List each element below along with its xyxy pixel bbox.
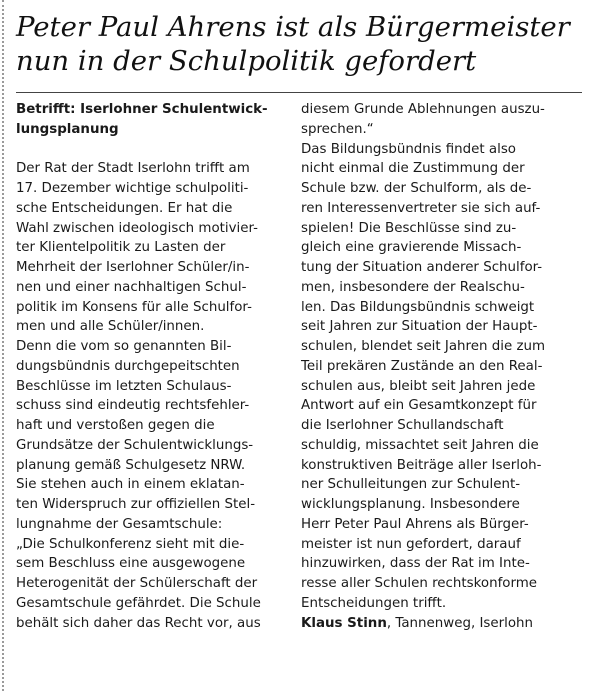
text-line: sprechen.“ (301, 121, 374, 137)
text-line: schuldig, missachtet seit Jahren die (301, 437, 539, 453)
author-address: , Tannenweg, Iserlohn (386, 615, 534, 631)
text-line: 17. Dezember wichtige schulpoliti- (16, 181, 249, 196)
headline-rule (16, 92, 582, 93)
text-line: sem Beschluss eine ausgewogene (16, 556, 246, 572)
text-line: resse aller Schulen rechtskonforme (301, 576, 538, 591)
text-line: tung der Situation anderer Schulfor- (301, 260, 543, 275)
dotted-cut-line (2, 0, 4, 691)
text-line: Schule bzw. der Schulform, als de- (301, 181, 532, 196)
text-line: Entscheidungen trifft. (301, 595, 447, 611)
text-line: politik im Konsens für alle Schulfor- (16, 299, 252, 315)
text-line: hinzuwirken, dass der Rat im Inte- (301, 556, 530, 572)
text-line: schulen, blendet seit Jahren die zum (301, 339, 546, 354)
article-column-left (16, 100, 286, 633)
text-line: gleich eine gravierende Missach- (301, 240, 522, 256)
text-line: Wahl zwischen ideologisch motivier- (16, 220, 258, 236)
text-line: Der Rat der Stadt Iserlohn trifft am (16, 161, 250, 177)
subject-line-1: Betrifft: Iserlohner Schulentwick- (16, 102, 268, 117)
text-line: nicht einmal die Zustimmung der (301, 161, 525, 177)
text-line: wicklungsplanung. Insbesondere (301, 497, 520, 512)
author-name: Klaus Stinn (301, 615, 387, 631)
text-line: haft und verstoßen gegen die (16, 418, 215, 433)
text-line: konstruktiven Beiträge aller Iserloh- (301, 457, 542, 473)
text-line: Grundsätze der Schulentwicklungs- (16, 437, 254, 453)
text-line: „Die Schulkonferenz sieht mit die- (16, 536, 245, 552)
headline-line-1: Peter Paul Ahrens ist als Bürgermeister (16, 11, 570, 43)
headline (16, 10, 581, 78)
text-line: men, insbesondere der Realschu- (301, 279, 525, 295)
text-line: men und alle Schüler/innen. (16, 319, 205, 335)
text-line: Sie stehen auch in einem eklatan- (16, 477, 245, 493)
right-column-text (301, 100, 583, 614)
text-line: schuss sind eindeutig rechtsfehler- (16, 398, 250, 414)
text-line: len. Das Bildungsbündnis schweigt (301, 299, 535, 315)
text-line: die Iserlohner Schullandschaft (301, 418, 504, 433)
paragraph-gap (16, 140, 286, 160)
text-line: ren Interessenvertreter sie sich auf- (301, 200, 541, 216)
text-line: Teil prekären Zustände an den Real- (301, 358, 543, 374)
text-line: Das Bildungsbündnis findet also (301, 141, 517, 157)
text-line: Beschlüsse im letzten Schulaus- (16, 378, 232, 394)
text-line: Herr Peter Paul Ahrens als Bürger- (301, 516, 529, 532)
text-line: meister ist nun gefordert, darauf (301, 536, 521, 552)
text-line: Gesamtschule gefährdet. Die Schule (16, 595, 261, 611)
headline-line-2: nun in der Schulpolitik gefordert (16, 45, 477, 77)
text-line: planung gemäß Schulgesetz NRW. (16, 457, 246, 473)
subject-line-2: lungsplanung (16, 121, 119, 137)
text-line: sche Entscheidungen. Er hat die (16, 200, 233, 216)
text-line: lungnahme der Gesamtschule: (16, 516, 223, 532)
text-line: Mehrheit der Iserlohner Schüler/in- (16, 260, 250, 275)
text-line: ter Klientelpolitik zu Lasten der (16, 240, 226, 256)
article-column-right (301, 100, 583, 633)
text-line: Antwort auf ein Gesamtkonzept für (301, 398, 537, 414)
text-line: schulen aus, bleibt seit Jahren jede (301, 378, 536, 394)
text-line: diesem Grunde Ablehnungen auszu- (301, 102, 545, 117)
text-line: ner Schulleitungen zur Schulent- (301, 477, 521, 493)
text-line: ten Widerspruch zur offiziellen Stel- (16, 497, 256, 512)
text-line: seit Jahren zur Situation der Haupt- (301, 319, 538, 335)
text-line: Denn die vom so genannten Bil- (16, 339, 232, 354)
text-line: nen und einer nachhaltigen Schul- (16, 279, 247, 295)
text-line: spielen! Die Beschlüsse sind zu- (301, 220, 517, 236)
left-column-text (16, 159, 286, 633)
signature-line (301, 614, 583, 634)
text-line: behält sich daher das Recht vor, aus (16, 615, 261, 631)
text-line: Heterogenität der Schülerschaft der (16, 576, 258, 591)
text-line: dungsbündnis durchgepeitschten (16, 358, 240, 374)
